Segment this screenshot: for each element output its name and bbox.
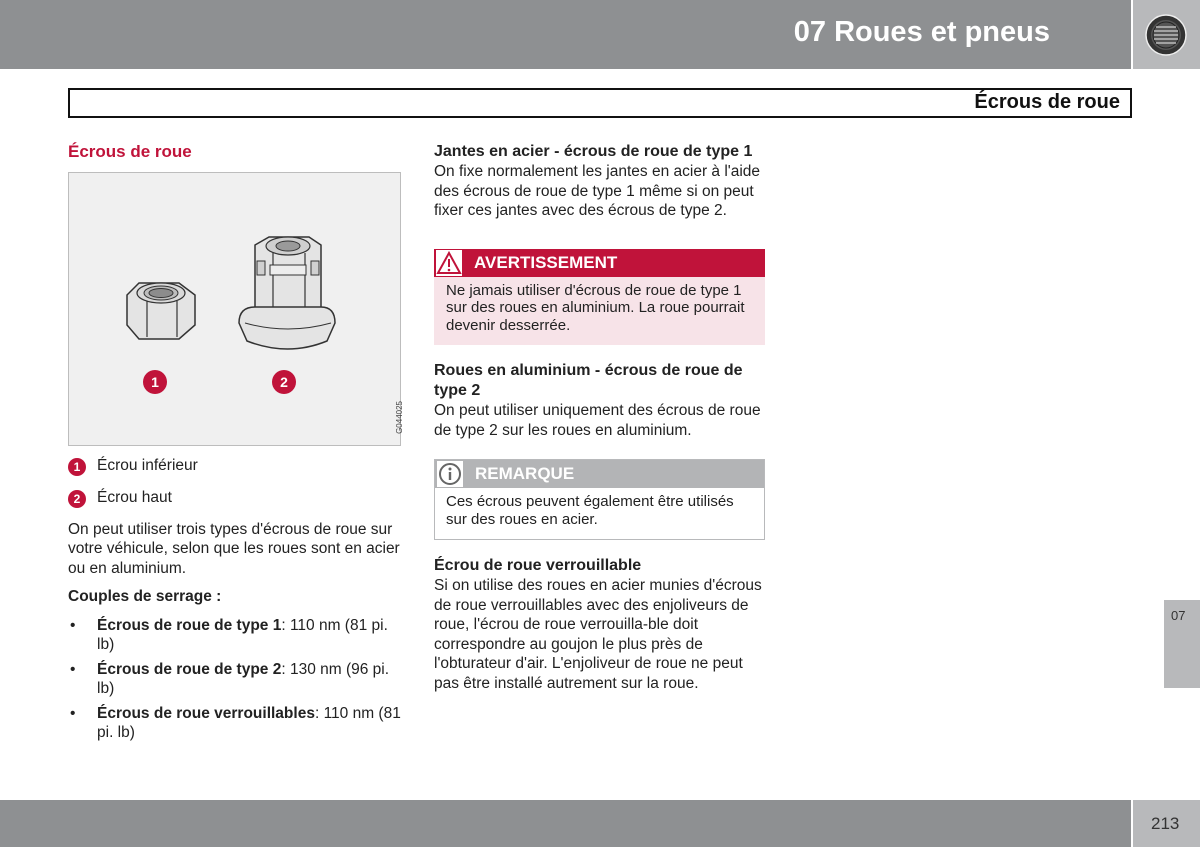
- warning-header: [434, 249, 765, 277]
- note-title: REMARQUE: [475, 464, 575, 483]
- lug-nut-illustration: [69, 173, 400, 445]
- note-box: [434, 459, 765, 540]
- legend-number: 2: [68, 490, 86, 508]
- warning-text: Ne jamais utiliser d'écrous de roue de type 1 sur des roues en aluminium. La roue pourrait devenir desserrée.: [434, 277, 765, 346]
- torque-item-value: : 130 nm (96 pi. lb): [97, 660, 390, 697]
- section-title-bar: [68, 88, 1132, 118]
- legend-number: 1: [68, 458, 86, 476]
- torque-list: [68, 616, 408, 743]
- list-item: • Écrous de roue verrouillables: 110 nm (81 pi. lb): [70, 704, 401, 741]
- tire-icon: [1144, 13, 1188, 57]
- torque-item-label: Écrous de roue de type 1: [97, 616, 282, 634]
- warning-title: AVERTISSEMENT: [474, 252, 618, 272]
- footer-bar: [0, 800, 1131, 847]
- alu-wheels-text: On peut utiliser uniquement des écrous de roue de type 2 sur les roues en aluminium.: [434, 402, 761, 439]
- torque-item-value: : 110 nm (81 pi. lb): [97, 704, 401, 741]
- chapter-tab-number: 07: [1171, 608, 1186, 623]
- chapter-side-tab: [1164, 600, 1200, 688]
- warning-triangle-icon: [436, 250, 462, 276]
- torque-item-label: Écrous de roue de type 2: [97, 660, 282, 678]
- chapter-icon-box: [1133, 0, 1200, 69]
- warning-box: [434, 249, 765, 346]
- chapter-title: 07 Roues et pneus: [793, 16, 1050, 48]
- note-header: [435, 460, 764, 488]
- list-item: • Écrous de roue de type 2: 130 nm (96 pi. lb): [70, 660, 390, 697]
- low-nut-drawing: [127, 283, 195, 339]
- locking-nut-heading: Écrou de roue verrouillable: [434, 557, 642, 574]
- intro-paragraph: On peut utiliser trois types d'écrous de roue sur votre véhicule, selon que les roues sont en acier ou en aluminium.: [68, 520, 400, 577]
- note-text: Ces écrous peuvent également être utilisés sur des roues en acier.: [446, 493, 734, 528]
- steel-rims-heading: Jantes en acier - écrous de roue de type 1: [434, 143, 753, 160]
- alu-wheels-heading: Roues en aluminium - écrous de roue de type 2: [434, 362, 743, 399]
- torque-heading: Couples de serrage :: [68, 588, 222, 605]
- callout-2-label: 2: [280, 373, 288, 390]
- high-nut-drawing: [239, 237, 335, 349]
- locking-nut-text: Si on utilise des roues en acier munies d'écrous de roue verrouillables avec des enjoliveurs de roue, l'écrou de roue verrouilla-ble doit correspondre au goujon le plus près de l'obturateur d'air. L'enjoliveur de roue ne peut pas être installé autrement sur la roue.: [434, 577, 762, 692]
- info-icon: [437, 461, 463, 487]
- right-column: [434, 142, 766, 693]
- legend-text: Écrou haut: [97, 488, 172, 506]
- lug-nut-figure: [68, 172, 404, 446]
- chapter-header: [0, 0, 1131, 69]
- callout-1-label: 1: [151, 373, 159, 390]
- left-column: [68, 142, 408, 748]
- figure-legend: [68, 456, 408, 508]
- legend-item: [68, 456, 408, 476]
- legend-item: [68, 488, 408, 508]
- list-item: • Écrous de roue de type 1: 110 nm (81 pi. lb): [70, 616, 388, 653]
- section-heading: Écrous de roue: [68, 142, 192, 161]
- torque-item-label: Écrous de roue verrouillables: [97, 704, 315, 722]
- section-title: Écrous de roue: [974, 91, 1120, 113]
- steel-rims-text: On fixe normalement les jantes en acier à l'aide des écrous de roue de type 1 même si on peut fixer ces jantes avec des écrous de type 2.: [434, 163, 761, 219]
- page-number-box: [1133, 800, 1200, 847]
- torque-item-value: : 110 nm (81 pi. lb): [97, 616, 388, 653]
- figure-code: G044025: [395, 400, 404, 434]
- page-number: 213: [1151, 814, 1180, 833]
- legend-text: Écrou inférieur: [97, 456, 198, 474]
